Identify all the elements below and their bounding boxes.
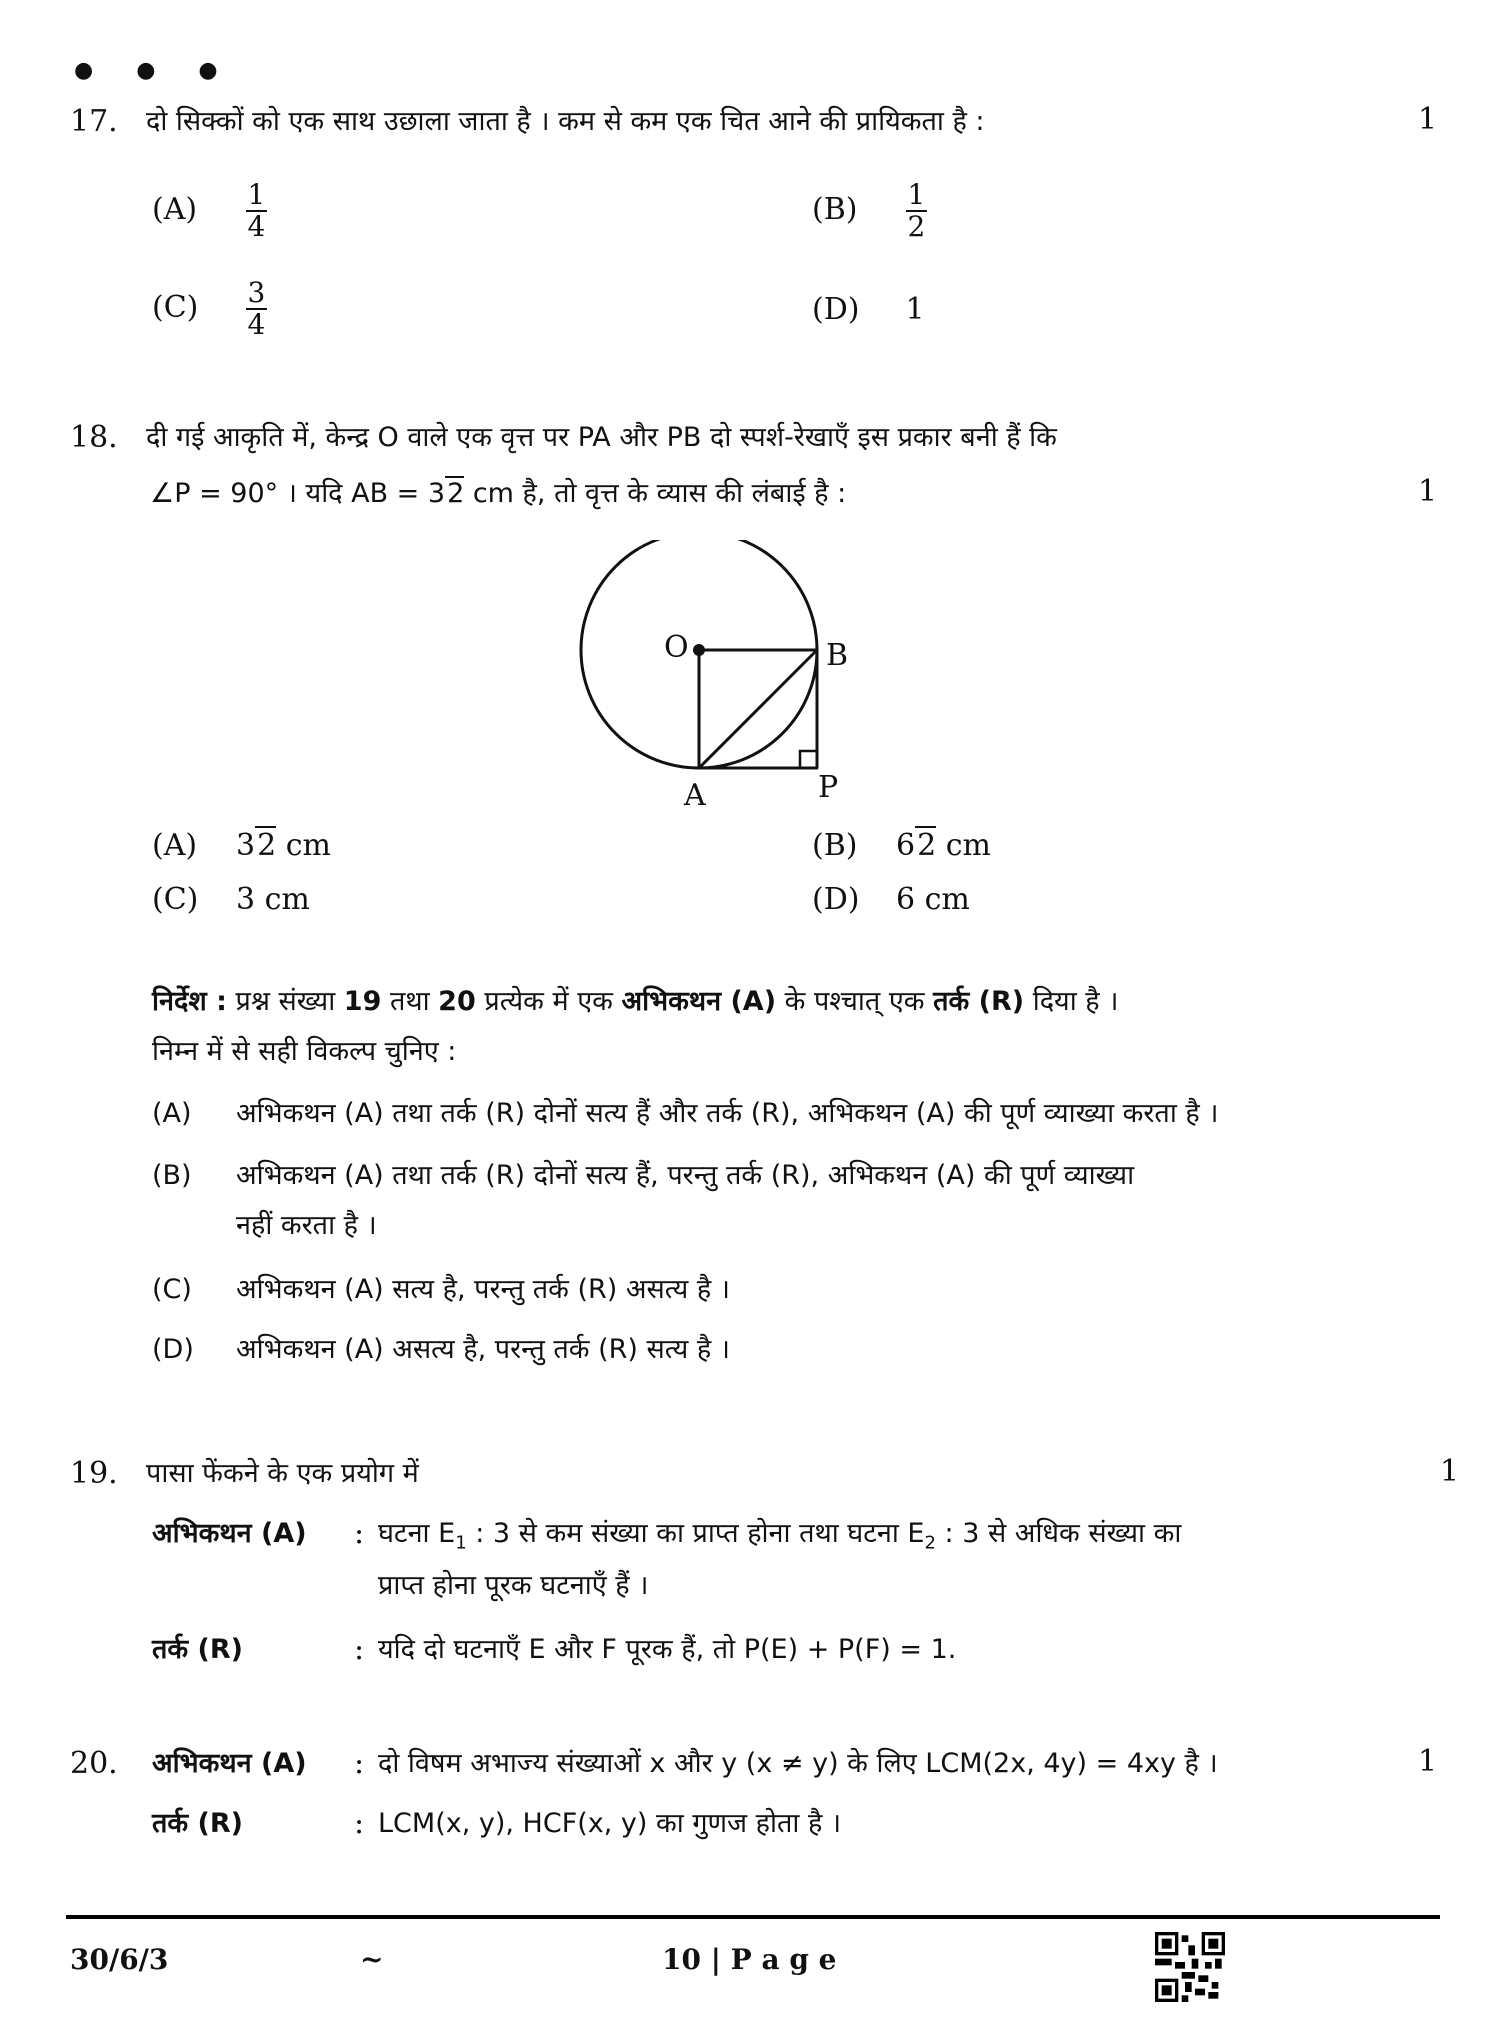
directions-line2: निम्न में से सही विकल्प चुनिए :	[152, 1036, 457, 1067]
option-d[interactable]: (D) 6 cm	[812, 882, 970, 917]
fraction: $\frac{1}{2}$	[907, 178, 926, 243]
assertion-text: घटना $E_1$ : 3 से कम संख्या का प्राप्त होना तथा घटना $E_2$ : 3 से अधिक संख्या का	[378, 1518, 1182, 1554]
fraction: $\frac{1}{4}$	[247, 178, 266, 243]
decorative-dots: ● ● ●	[74, 58, 236, 83]
paper-code: 30/6/3	[70, 1943, 169, 1976]
marks: 1	[1440, 1454, 1460, 1489]
option-value: 1	[905, 292, 925, 327]
option-label: (D)	[812, 292, 860, 327]
page-number: 10 | P a g e	[662, 1943, 837, 1976]
assertion-label: अभिकथन (A)	[152, 1748, 307, 1779]
assertion-text: दो विषम अभाज्य संख्याओं x और y (x ≠ y) के लिए LCM(2x, 4y) = 4xy है ।	[378, 1748, 1218, 1779]
option-c[interactable]: (C) 3 cm	[152, 882, 310, 917]
colon: :	[354, 1632, 365, 1667]
point-label-p: P	[818, 770, 839, 805]
point-label-a: A	[684, 778, 706, 813]
marks: 1	[1418, 474, 1438, 509]
option-d[interactable]	[812, 290, 925, 330]
directions-option-b: (B) अभिकथन (A) तथा तर्क (R) दोनों सत्य हैं, परन्तु तर्क (R), अभिकथन (A) की पूर्ण व्याख्या	[152, 1160, 1135, 1191]
question-intro: पासा फेंकने के एक प्रयोग में	[146, 1458, 419, 1489]
colon: :	[354, 1746, 365, 1781]
directions-option-b-cont: नहीं करता है ।	[236, 1210, 377, 1241]
reason-text: यदि दो घटनाएँ E और F पूरक हैं, तो P(E) + P(F) = 1.	[378, 1634, 957, 1665]
fraction: $\frac{3}{4}$	[247, 276, 266, 341]
colon: :	[354, 1806, 365, 1841]
directions-option-c: (C) अभिकथन (A) सत्य है, परन्तु तर्क (R) असत्य है ।	[152, 1274, 730, 1305]
option-b[interactable]: (B) 62 cm	[812, 828, 991, 863]
question-text-line2: ∠P = 90° । यदि AB = 32 cm है, तो वृत्त के व्यास की लंबाई है :	[150, 478, 847, 509]
qr-code-icon	[1155, 1932, 1225, 2002]
option-a[interactable]: (A) 32 cm	[152, 828, 331, 863]
option-label: (C)	[152, 290, 199, 325]
marks: 1	[1418, 102, 1438, 137]
option-a[interactable]	[152, 180, 267, 242]
question-number: 19.	[70, 1456, 118, 1491]
question-number: 20.	[70, 1746, 118, 1781]
reason-label: तर्क (R)	[152, 1634, 243, 1665]
reason-label: तर्क (R)	[152, 1808, 243, 1839]
colon: :	[354, 1516, 365, 1551]
directions-line1: निर्देश : प्रश्न संख्या 19 तथा 20 प्रत्येक में एक अभिकथन (A) के पश्चात् एक तर्क (R) दिया है ।	[152, 986, 1119, 1017]
sqrt: 2	[447, 478, 465, 509]
question-number: 18.	[70, 420, 118, 455]
question-text-line1: दी गई आकृति में, केन्द्र O वाले एक वृत्त पर PA और PB दो स्पर्श-रेखाएँ इस प्रकार बनी हैं कि	[146, 422, 1057, 453]
reason-text: LCM(x, y), HCF(x, y) का गुणज होता है ।	[378, 1808, 842, 1839]
question-number: 17.	[70, 104, 118, 139]
question-text: दो सिक्कों को एक साथ उछाला जाता है । कम से कम एक चित आने की प्रायिकता है :	[146, 106, 985, 137]
option-label: (B)	[812, 192, 858, 227]
assertion-text-cont: प्राप्त होना पूरक घटनाएँ हैं ।	[378, 1570, 649, 1601]
option-label: (A)	[152, 192, 198, 227]
assertion-label: अभिकथन (A)	[152, 1518, 307, 1549]
tilde-mark: ~	[360, 1943, 384, 1976]
marks: 1	[1418, 1744, 1438, 1779]
footer-rule	[66, 1915, 1440, 1919]
option-b[interactable]	[812, 180, 927, 242]
option-c[interactable]	[152, 278, 267, 340]
directions-option-d: (D) अभिकथन (A) असत्य है, परन्तु तर्क (R) सत्य है ।	[152, 1334, 730, 1365]
point-label-o: O	[664, 630, 689, 665]
directions-option-a: (A) अभिकथन (A) तथा तर्क (R) दोनों सत्य हैं और तर्क (R), अभिकथन (A) की पूर्ण व्याख्या करता है ।	[152, 1098, 1219, 1129]
point-label-b: B	[826, 638, 849, 673]
